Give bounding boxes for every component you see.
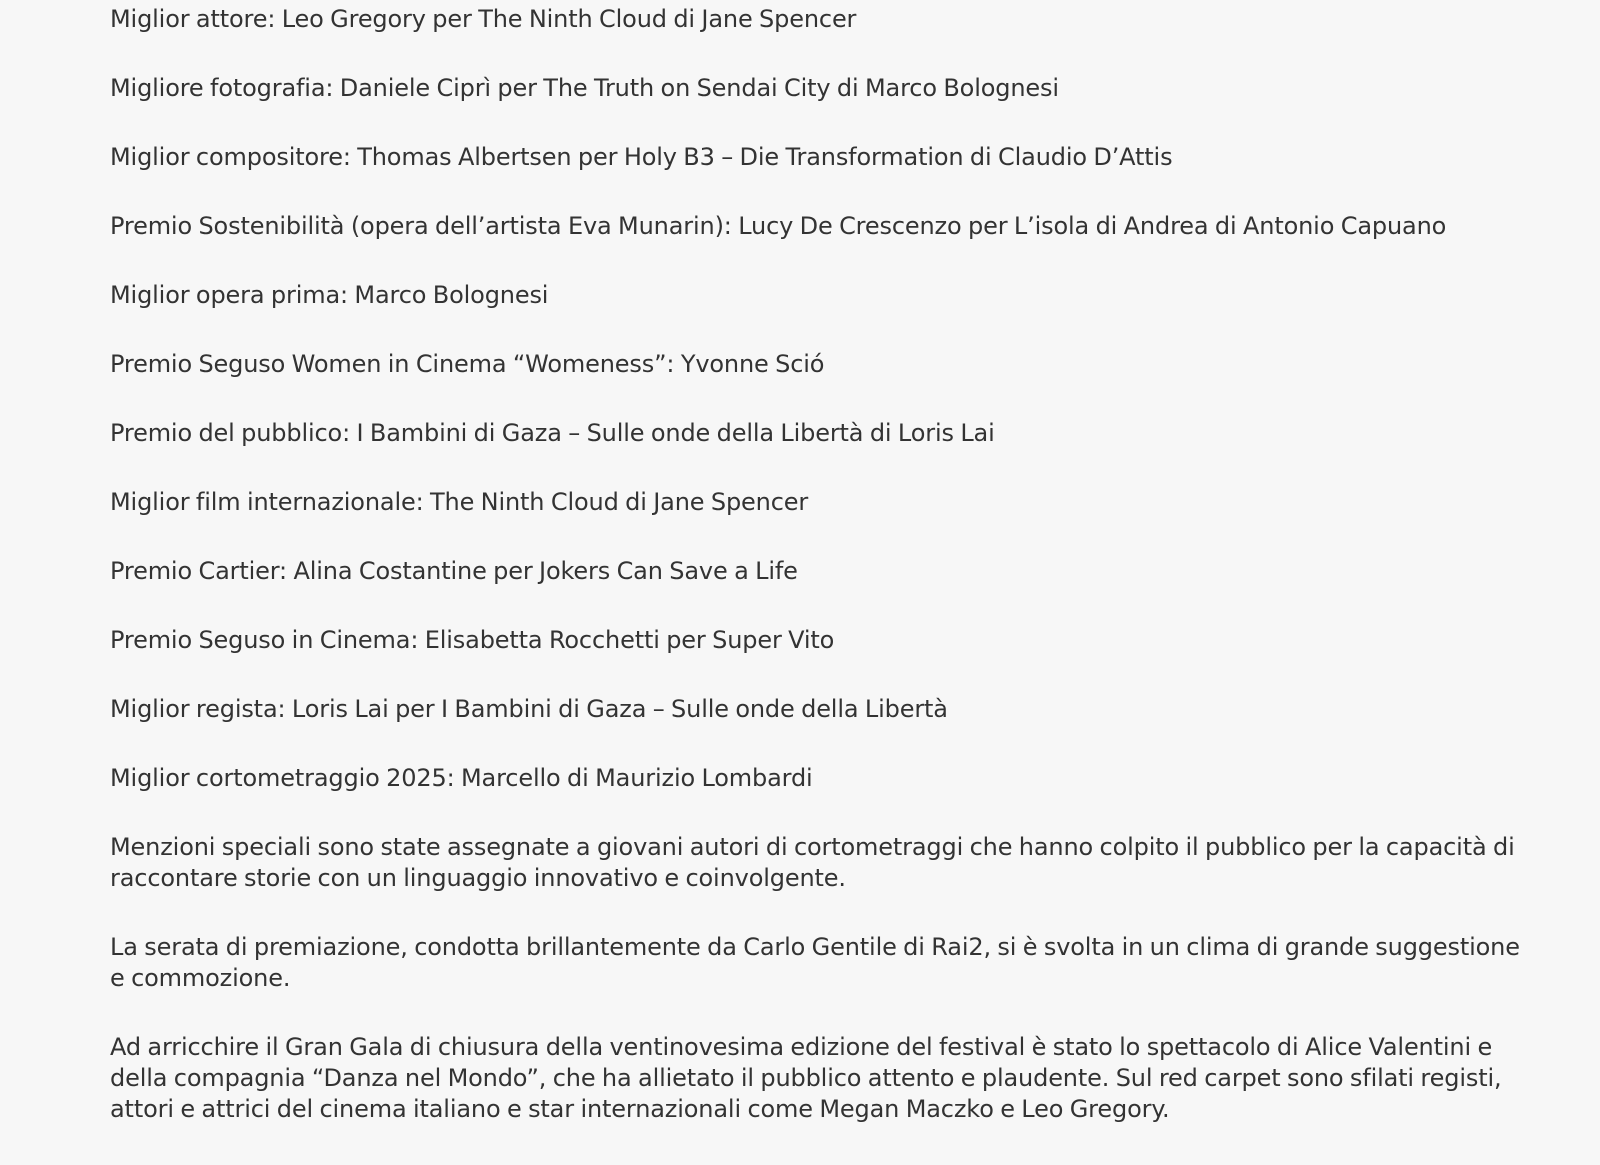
article-body <box>110 4 1530 1163</box>
award-best-director: Miglior regista: Loris Lai per I Bambini di Gaza – Sulle onde della Libertà <box>110 695 948 723</box>
award-audience: Premio del pubblico: I Bambini di Gaza – Sulle onde della Libertà di Loris Lai <box>110 419 995 447</box>
award-best-actor: Miglior attore: Leo Gregory per The Ninth Cloud di Jane Spencer <box>110 5 857 33</box>
award-best-international-film: Miglior film internazionale: The Ninth Cloud di Jane Spencer <box>110 488 809 516</box>
award-women-in-cinema: Premio Seguso Women in Cinema “Womeness”: Yvonne Sció <box>110 350 825 378</box>
award-best-composer: Miglior compositore: Thomas Albertsen per Holy B3 – Die Transformation di Claudio D’Attis <box>110 143 1173 171</box>
award-best-first-work: Miglior opera prima: Marco Bolognesi <box>110 281 549 309</box>
award-sustainability: Premio Sostenibilità (opera dell’artista Eva Munarin): Lucy De Crescenzo per L’isola di Andrea di Antonio Capuano <box>110 212 1447 240</box>
gala-paragraph: Ad arricchire il Gran Gala di chiusura della ventinovesima edizione del festival è stato lo spettacolo di Alice Valentini e della compagnia “Danza nel Mondo”, che ha allietato il pubblico attento e plaudente. Sul red carpet sono sfilati registi, attori e attrici del cinema italiano e star internazionali come Megan Maczko e Leo Gregory. <box>110 1033 1502 1123</box>
award-cartier: Premio Cartier: Alina Costantine per Jokers Can Save a Life <box>110 557 798 585</box>
award-best-photography: Migliore fotografia: Daniele Ciprì per The Truth on Sendai City di Marco Bolognesi <box>110 74 1059 102</box>
special-mentions-paragraph: Menzioni speciali sono state assegnate a giovani autori di cortometraggi che hanno colpito il pubblico per la capacità di raccontare storie con un linguaggio innovativo e coinvolgente. <box>110 833 1515 892</box>
award-seguso-in-cinema: Premio Seguso in Cinema: Elisabetta Rocchetti per Super Vito <box>110 626 835 654</box>
award-best-short-film: Miglior cortometraggio 2025: Marcello di Maurizio Lombardi <box>110 764 813 792</box>
ceremony-paragraph: La serata di premiazione, condotta brillantemente da Carlo Gentile di Rai2, si è svolta in un clima di grande suggestione e commozione. <box>110 933 1520 992</box>
